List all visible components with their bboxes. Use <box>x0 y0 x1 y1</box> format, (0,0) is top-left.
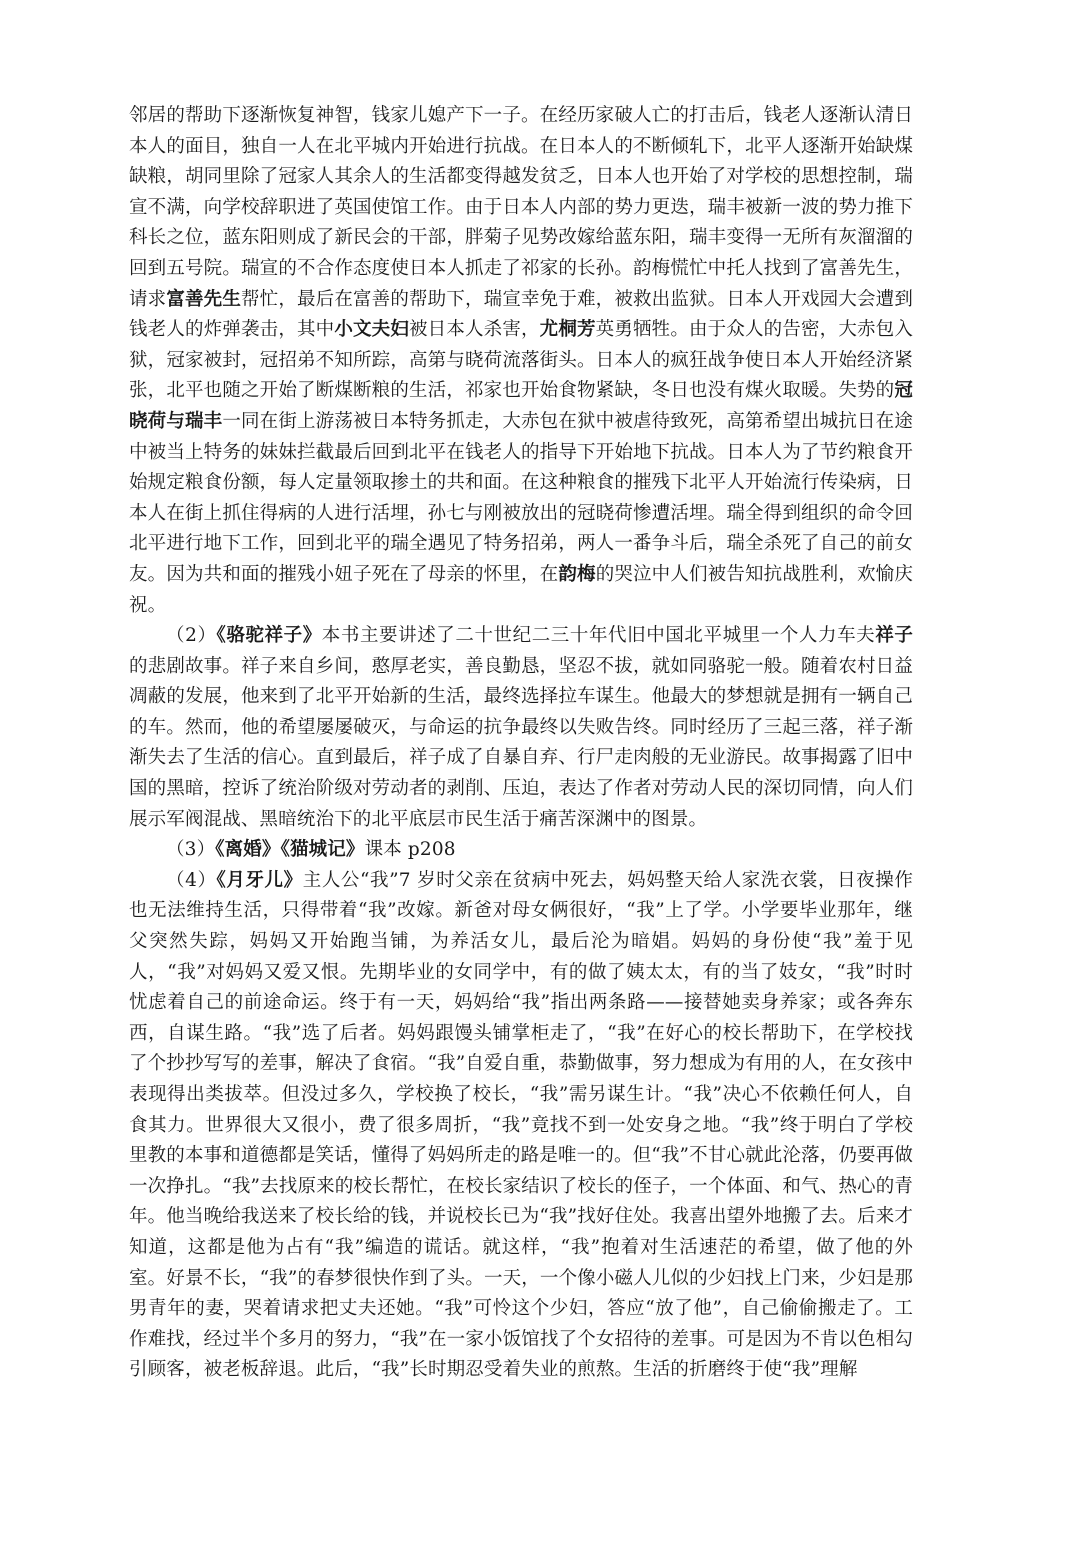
bold-text-segment: 富善先生 <box>166 288 242 310</box>
bold-text-segment: 冠晓荷与瑞丰 <box>129 380 913 432</box>
bold-text-segment: 《月牙儿》 <box>216 869 303 891</box>
text-segment: （2） <box>166 625 217 647</box>
paragraph-yueyaer <box>129 866 913 1386</box>
text-segment: 的悲剧故事。祥子来自乡间，憨厚老实，善良勤恳，坚忍不拔，就如同骆驼一般。随着农村日益凋蔽的发展，他来到了北平开始新的生活，最终选择拉车谋生。他最大的梦想就是拥有一辆自己的车。然而，他的希望屡屡破灭，与命运的抗争最终以失败告终。同时经历了三起三落，祥子渐渐失去了生活的信心。直到最后，祥子成了自暴自弃、行尸走肉般的无业游民。故事揭露了旧中国的黑暗，控诉了统治阶级对劳动者的剥削、压迫，表达了作者对劳动人民的深切同情，向人们展示军阀混战、黑暗统治下的北平底层市民生活于痛苦深渊中的图景。 <box>129 655 913 830</box>
bold-text-segment: 韵梅 <box>558 563 596 585</box>
text-segment: 本书主要讲述了二十世纪二三十年代旧中国北平城里一个人力车夫 <box>321 625 876 647</box>
text-segment: 英勇牺牲。由于众人的告密，大赤包入狱，冠家被封，冠招弟不知所踪，高第与晓荷流落街头。日本人的疯狂战争使日本人开始经济紧张，北平也随之开始了断煤断粮的生活，祁家也开始食物紧缺，冬日也没有煤火取暖。失势的 <box>129 319 913 402</box>
text-segment: 被日本人杀害， <box>409 319 540 341</box>
text-segment: 课本 p208 <box>364 839 456 861</box>
text-segment: （4） <box>166 869 217 891</box>
bold-text-segment: 祥子 <box>875 625 913 647</box>
paragraph-lihun-maochengji <box>129 835 913 866</box>
text-segment: （3） <box>166 839 216 861</box>
text-segment: 的哭泣中人们被告知抗战胜利，欢愉庆祝。 <box>129 563 914 616</box>
paragraph-continuation <box>129 101 913 621</box>
bold-text-segment: 《离婚》《猫城记》 <box>215 839 365 861</box>
bold-text-segment: 尤桐芳 <box>539 319 596 341</box>
text-segment: 主人公“我”7 岁时父亲在贫病中死去，妈妈整天给人家洗衣裳，日夜操作也无法维持生活，只得带着“我”改嫁。新爸对母女俩很好，“我”上了学。小学要毕业那年，继父突然失踪，妈妈又开始跑当铺，为养活女儿，最后沦为暗娼。妈妈的身份使“我”羞于见人，“我”对妈妈又爱又恨。先期毕业的女同学中，有的做了姨太太，有的当了妓女，“我”时时忧虑着自己的前途命运。终于有一天，妈妈给“我”指出两条路——接替她卖身养家；或各奔东西，自谋生路。“我”选了后者。妈妈跟馒头铺掌柜走了，“我”在好心的校长帮助下，在学校找了个抄抄写写的差事，解决了食宿。“我”自爱自重，恭勤做事，努力想成为有用的人，在女孩中表现得出类拔萃。但没过多久，学校换了校长，“我”需另谋生计。“我”决心不依赖任何人，自食其力。世界很大又很小，费了很多周折，“我”竟找不到一处安身之地。“我”终于明白了学校里教的本事和道德都是笑话，懂得了妈妈所走的路是唯一的。但“我”不甘心就此沦落，仍要再做一次挣扎。“我”去找原来的校长帮忙，在校长家结识了校长的侄子，一个体面、和气、热心的青年。他当晚给我送来了校长给的钱，并说校长已为“我”找好住处。我喜出望外地搬了去。后来才知道，这都是他为占有“我”编造的谎话。就这样，“我”抱着对生活速茫的希望，做了他的外室。好景不长，“我”的春梦很快作到了头。一天，一个像小磁人儿似的少妇找上门来，少妇是那男青年的妻，哭着请求把丈夫还她。“我”可怜这个少妇，答应“放了他”，自己偷偷搬走了。工作难找，经过半个多月的努力，“我”在一家小饭馆找了个女招待的差事。可是因为不肯以色相勾引顾客，被老板辞退。此后，“我”长时期忍受着失业的煎熬。生活的折磨终于使“我”理解 <box>129 869 913 1381</box>
text-segment: 一同在街上游荡被日本特务抓走，大赤包在狱中被虐待致死，高第希望出城抗日在途中被当上特务的妹妹拦截最后回到北平在钱老人的指导下开始地下抗战。日本人为了节约粮食开始规定粮食份额，每人定量领取掺土的共和面。在这种粮食的摧残下北平人开始流行传染病，日本人在街上抓住得病的人进行活埋，孙七与刚被放出的冠晓荷惨遭活埋。瑞全得到组织的命令回北平进行地下工作，回到北平的瑞全遇见了特务招弟，两人一番争斗后，瑞全杀死了自己的前女友。因为共和面的摧残小妞子死在了母亲的怀里，在 <box>129 410 913 585</box>
text-segment: 帮忙，最后在富善的帮助下，瑞宣幸免于难，被救出监狱。日本人开戏园大会遭到钱老人的炸弹袭击，其中 <box>129 288 913 341</box>
bold-text-segment: 小文夫妇 <box>334 319 409 341</box>
text-segment: 邻居的帮助下逐渐恢复神智，钱家儿媳产下一子。在经历家破人亡的打击后，钱老人逐渐认清日本人的面目，独自一人在北平城内开始进行抗战。在日本人的不断倾轧下，北平人逐渐开始缺煤缺粮，胡同里除了冠家人其余人的生活都变得越发贫乏，日本人也开始了对学校的思想控制，瑞宣不满，向学校辞职进了英国使馆工作。由于日本人内部的势力更迭，瑞丰被新一波的势力推下科长之位，蓝东阳则成了新民会的干部，胖菊子见势改嫁给蓝东阳，瑞丰变得一无所有灰溜溜的回到五号院。瑞宣的不合作态度使日本人抓走了祁家的长孙。韵梅慌忙中托人找到了富善先生，请求 <box>129 105 913 310</box>
paragraph-luotuo-xiangzi <box>129 621 913 835</box>
document-body <box>129 101 913 1386</box>
bold-text-segment: 《骆驼祥子》 <box>216 625 322 647</box>
